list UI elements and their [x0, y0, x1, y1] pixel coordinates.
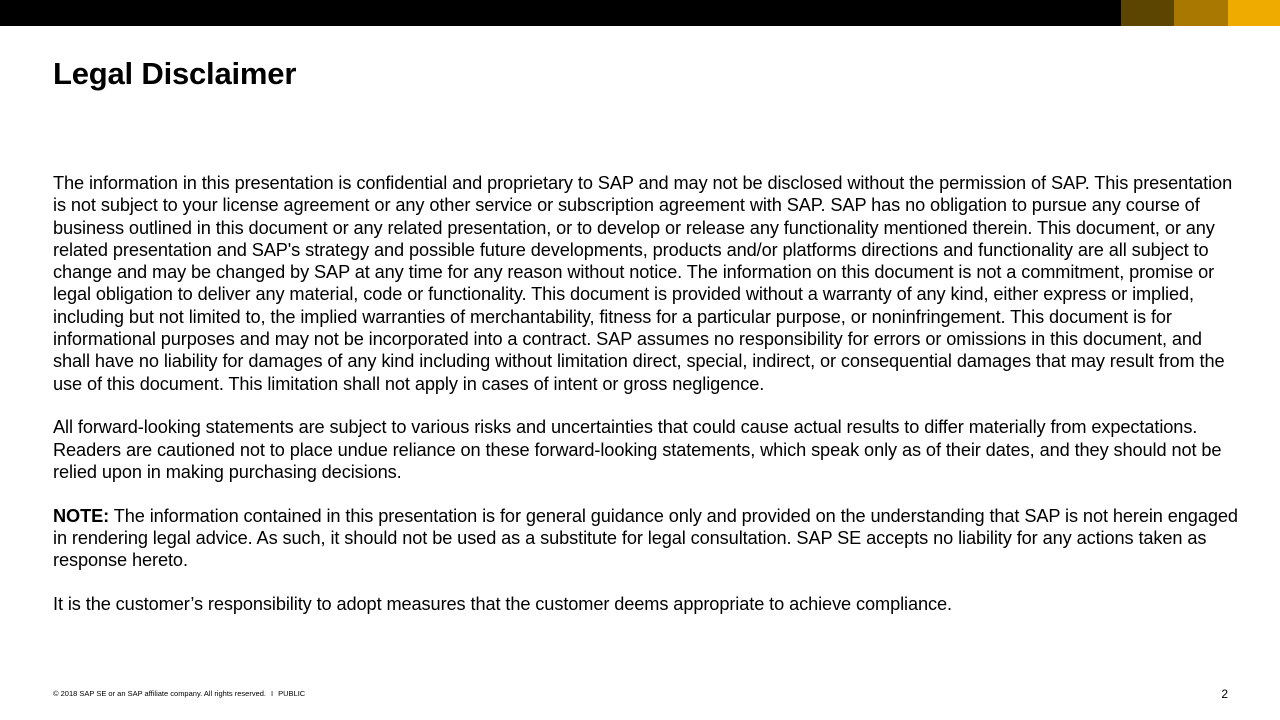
note-text: The information contained in this presentation is for general guidance only and provided on the understanding that SAP is not herein engaged in rendering legal advice. As such, it should not be used as a substitute for legal consultation. SAP SE accepts no liability for any actions taken as response hereto.	[53, 505, 1238, 571]
page-number: 2	[1221, 687, 1228, 701]
copyright-notice: © 2018 SAP SE or an SAP affiliate company. All rights reserved.	[53, 689, 267, 698]
top-bar	[0, 0, 1280, 26]
disclaimer-paragraph-1: The information in this presentation is confidential and proprietary to SAP and may not be disclosed without the permission of SAP. This presentation is not subject to your license agreement or any other service or subscription agreement with SAP. SAP has no obligation to pursue any course of business outlined in this document or any related presentation, or to develop or release any functionality mentioned therein. This document, or any related presentation and SAP's strategy and possible future developments, products and/or platforms directions and functionality are all subject to change and may be changed by SAP at any time for any reason without notice. The information on this document is not a commitment, promise or legal obligation to deliver any material, code or functionality. This document is provided without a warranty of any kind, either express or implied, including but not limited to, the implied warranties of merchantability, fitness for a particular purpose, or noninfringement. This document is for informational purposes and may not be incorporated into a contract. SAP assumes no responsibility for errors or omissions in this document, and shall have no liability for damages of any kind including without limitation direct, special, indirect, or consequential damages that may result from the use of this document. This limitation shall not apply in cases of intent or gross negligence.	[53, 173, 1233, 394]
disclaimer-body	[53, 172, 1238, 637]
classification-label: PUBLIC	[278, 689, 306, 698]
accent-swatch-medium	[1174, 0, 1228, 26]
note-label: NOTE:	[53, 505, 110, 526]
footer	[53, 689, 305, 699]
disclaimer-paragraph-2: All forward-looking statements are subject to various risks and uncertainties that could cause actual results to differ materially from expectations. Readers are cautioned not to place undue reliance on these forward-looking statements, which speak only as of their dates, and they should not be relied upon in making purchasing decisions.	[53, 417, 1222, 483]
accent-swatch-light	[1228, 0, 1280, 26]
closing-paragraph: It is the customer’s responsibility to adopt measures that the customer deems appropriate to achieve compliance.	[53, 594, 952, 615]
accent-swatch-dark	[1121, 0, 1174, 26]
footer-separator: I	[271, 689, 274, 698]
note-paragraph	[53, 505, 1238, 572]
slide-title: Legal Disclaimer	[53, 56, 297, 91]
